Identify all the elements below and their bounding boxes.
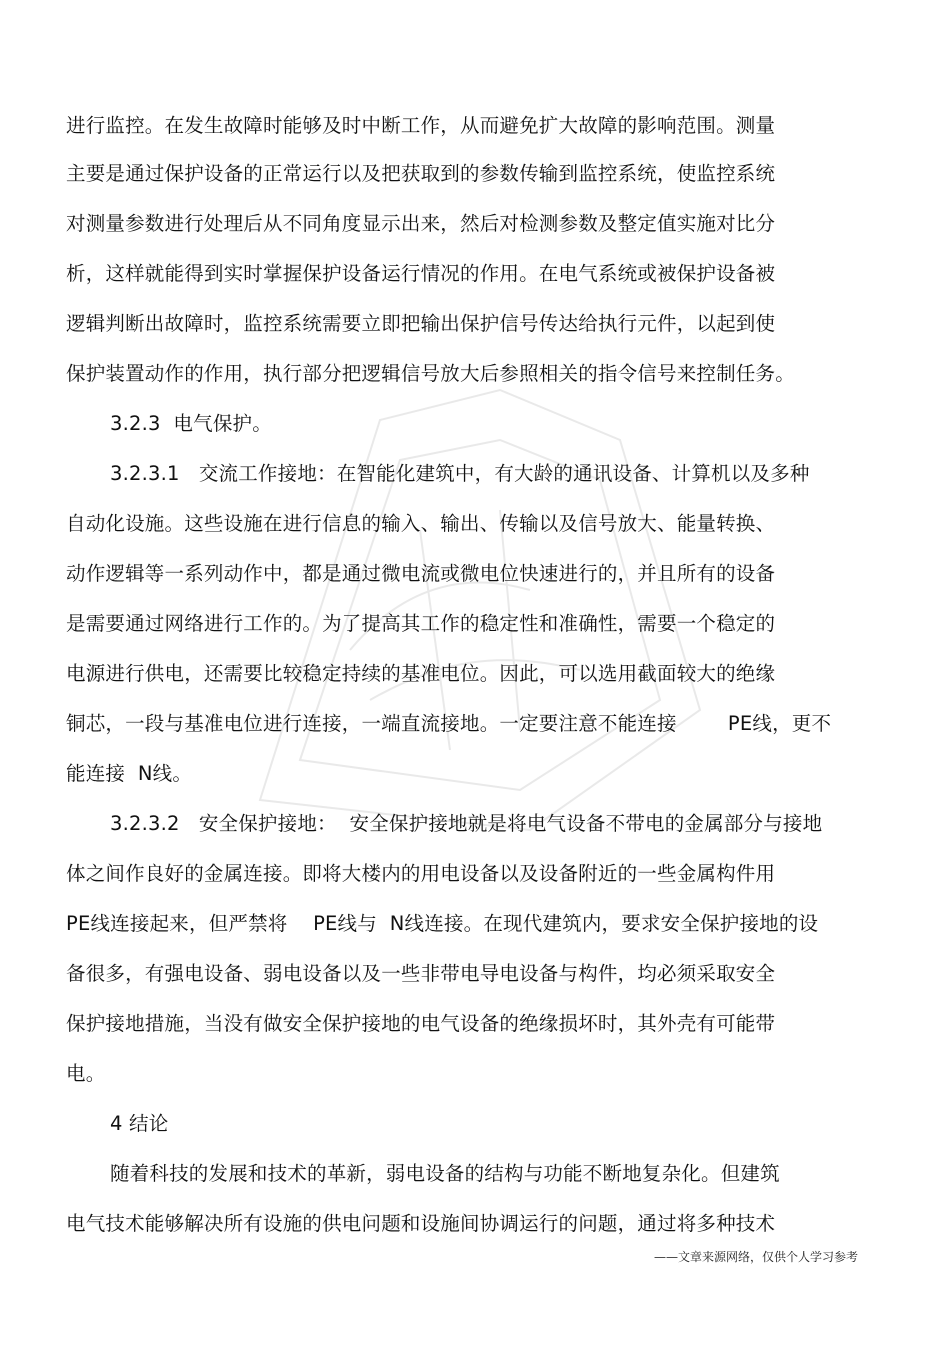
paragraph-line: 3.2.3.1 交流工作接地：在智能化建筑中，有大龄的通讯设备、计算机以及多种 [110,462,810,485]
paragraph-line: 进行监控。在发生故障时能够及时中断工作，从而避免扩大故障的影响范围。测量 [66,114,776,137]
paragraph-line: 电源进行供电，还需要比较稳定持续的基准电位。因此，可以选用截面较大的绝缘 [66,662,776,685]
watermark-stamp-icon [200,330,760,890]
paragraph-line: 析，这样就能得到实时掌握保护设备运行情况的作用。在电气系统或被保护设备被 [66,262,776,285]
paragraph-line: 对测量参数进行处理后从不同角度显示出来，然后对检测参数及整定值实施对比分 [66,212,776,235]
paragraph-line: 是需要通过网络进行工作的。为了提高其工作的稳定性和准确性，需要一个稳定的 [66,612,776,635]
source-footer: ——文章来源网络，仅供个人学习参考 [653,1250,858,1264]
paragraph-line: 体之间作良好的金属连接。即将大楼内的用电设备以及设备附近的一些金属构件用 [66,862,776,885]
paragraph-line: 铜芯，一段与基准电位进行连接，一端直流接地。一定要注意不能连接 PE线，更不 [66,712,832,735]
paragraph-line: 3.2.3.2 安全保护接地： 安全保护接地就是将电气设备不带电的金属部分与接地 [110,812,823,835]
paragraph-line: 电气技术能够解决所有设施的供电问题和设施间协调运行的问题，通过将多种技术 [66,1212,776,1235]
paragraph-line: 能连接 N线。 [66,762,193,785]
paragraph-line: 主要是通过保护设备的正常运行以及把获取到的参数传输到监控系统，使监控系统 [66,162,776,185]
paragraph-line: 自动化设施。这些设施在进行信息的输入、输出、传输以及信号放大、能量转换、 [66,512,776,535]
paragraph-line: 保护装置动作的作用，执行部分把逻辑信号放大后参照相关的指令信号来控制任务。 [66,362,795,385]
paragraph-line: 动作逻辑等一系列动作中，都是通过微电流或微电位快速进行的，并且所有的设备 [66,562,776,585]
paragraph-line: PE线连接起来，但严禁将 PE线与 N线连接。在现代建筑内，要求安全保护接地的设 [66,912,819,935]
paragraph-line: 随着科技的发展和技术的革新，弱电设备的结构与功能不断地复杂化。但建筑 [110,1162,780,1185]
paragraph-line: 备很多，有强电设备、弱电设备以及一些非带电导电设备与构件，均必须采取安全 [66,962,776,985]
section-heading: 4 结论 [110,1112,169,1135]
paragraph-line: 电。 [66,1062,106,1085]
paragraph-line: 逻辑判断出故障时，监控系统需要立即把输出保护信号传达给执行元件，以起到使 [66,312,776,335]
paragraph-line: 保护接地措施，当没有做安全保护接地的电气设备的绝缘损坏时，其外壳有可能带 [66,1012,776,1035]
section-heading: 3.2.3 电气保护。 [110,412,272,435]
